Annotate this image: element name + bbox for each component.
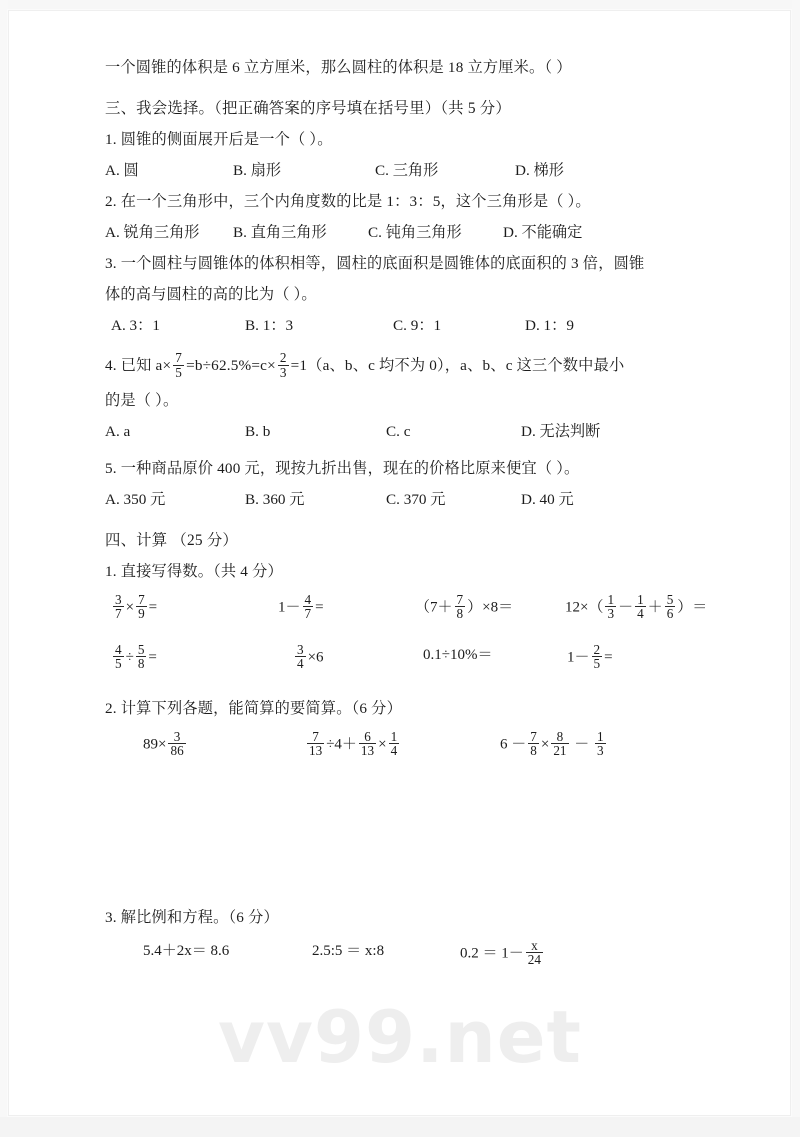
fraction-denominator: 5 (115, 656, 122, 672)
fraction-numerator: 3 (297, 642, 304, 657)
fraction-denominator: 86 (170, 743, 184, 759)
fraction-denominator: 24 (527, 952, 541, 968)
expression-text: 12×（ (565, 599, 604, 616)
fraction-numerator: 6 (364, 729, 371, 744)
equations-row (105, 939, 697, 989)
fraction-numerator: 3 (173, 729, 181, 744)
expression-text: 0.2 ＝ 1－ (460, 945, 524, 962)
document-content (105, 52, 708, 989)
expression-text: = (315, 599, 324, 616)
judgement-question-5 (105, 52, 697, 83)
fraction-1-over-4 (389, 730, 400, 758)
fraction-denominator: 3 (607, 606, 615, 622)
option-2-a[interactable]: A. 锐角三角形 (105, 224, 200, 241)
fraction-numerator: 1 (607, 592, 615, 607)
equation-item-1 (143, 939, 229, 960)
fraction-7-over-13 (307, 730, 324, 758)
expression-text: = (148, 649, 157, 666)
fraction-numerator: 7 (530, 729, 537, 744)
fraction-numerator: 5 (137, 642, 145, 657)
fraction-7-over-8 (455, 593, 466, 621)
page-margin-top (0, 0, 800, 10)
mental-math-item-4 (565, 593, 707, 621)
spacer (105, 83, 697, 89)
fraction-1-over-3 (595, 730, 606, 758)
fraction-denominator: 4 (297, 656, 304, 672)
choice-question-2-options (105, 217, 697, 248)
mental-math-item-1 (111, 593, 157, 621)
mental-math-item-7 (423, 643, 492, 664)
fraction-x-over-24 (526, 939, 543, 967)
expression-text: 1－ (278, 599, 301, 616)
choice-question-2-stem: 2. 在一个三角形中，三个内角度数的比是 1：3：5，这个三角形是（ ）。 (105, 193, 591, 210)
section-three-heading: 三、我会选择。（把正确答案的序号填在括号里）（共 5 分） (105, 100, 511, 117)
equation-item-3 (460, 939, 545, 967)
q4-text-b: =b÷62.5%=c× (186, 357, 276, 374)
expression-text: ）＝ (677, 599, 708, 616)
expression-text: × (378, 736, 387, 753)
choice-question-1-stem: 1. 圆锥的侧面展开后是一个（ ）。 (105, 131, 333, 148)
fraction-numerator: 5 (666, 592, 674, 607)
fraction-numerator: 7 (456, 592, 464, 607)
expression-text: = (604, 649, 613, 666)
fraction-numerator: 1 (637, 592, 644, 607)
option-2-b[interactable]: B. 直角三角形 (233, 224, 327, 241)
fraction-6-over-13 (359, 730, 376, 758)
page-margin-bottom (0, 1117, 800, 1137)
expression-text: － (618, 599, 634, 616)
fraction-3-over-7 (113, 593, 124, 621)
choice-question-3-stem-line2: 体的高与圆柱的高的比为（ ）。 (105, 286, 317, 303)
expression-text: 6 － (500, 736, 527, 753)
fraction-denominator: 7 (304, 606, 312, 622)
fraction-denominator: 4 (390, 743, 398, 759)
option-5-a[interactable]: A. 350 元 (105, 491, 166, 508)
fraction-denominator: 9 (138, 606, 145, 622)
q4-text-c: =1（a、b、c 均不为 0），a、b、c 这三个数中最小 (290, 357, 625, 374)
option-4-c[interactable]: C. c (386, 423, 411, 440)
spacer (105, 515, 697, 521)
fraction-denominator: 3 (597, 743, 604, 759)
fraction-2-over-5 (592, 643, 603, 671)
equation-item-2 (312, 939, 384, 960)
fraction-4-over-7 (303, 593, 314, 621)
page-margin-right (792, 0, 800, 1137)
option-2-d[interactable]: D. 不能确定 (503, 224, 583, 241)
fraction-5-over-6 (665, 593, 676, 621)
mental-math-row-2 (105, 643, 697, 693)
section-four-sub1-label: 1. 直接写得数。（共 4 分） (105, 563, 283, 580)
fraction-numerator: x (531, 938, 538, 953)
option-4-b[interactable]: B. b (245, 423, 271, 440)
fraction-numerator: 4 (304, 592, 312, 607)
option-2-c[interactable]: C. 钝角三角形 (368, 224, 462, 241)
simplify-item-3 (500, 730, 608, 758)
q4-text-a: 4. 已知 a× (105, 357, 172, 374)
page-margin-left (0, 0, 8, 1137)
option-5-c[interactable]: C. 370 元 (386, 491, 446, 508)
expression-text: 1－ (567, 649, 590, 666)
simplify-item-2 (305, 730, 401, 758)
expression-text: ＋ (647, 599, 663, 616)
expression-text: （7＋ (415, 599, 453, 616)
choice-question-4-options (105, 416, 697, 447)
fraction-1-over-3 (605, 593, 616, 621)
option-1-d[interactable]: D. 梯形 (515, 162, 564, 179)
fraction-3-over-86 (168, 730, 185, 758)
choice-question-3-options (105, 310, 697, 341)
mental-math-item-2 (278, 593, 324, 621)
option-1-a[interactable]: A. 圆 (105, 162, 139, 179)
expression-text: 2.5:5 ＝ x:8 (312, 943, 385, 959)
choice-question-4-stem-line1 (105, 347, 697, 385)
fraction-7-over-9 (136, 593, 147, 621)
fraction-denominator: 13 (360, 743, 375, 759)
fraction-denominator: 8 (137, 656, 145, 672)
choice-question-1-options (105, 155, 697, 186)
option-3-c[interactable]: C. 9：1 (393, 317, 442, 334)
fraction-numerator: 2 (593, 642, 601, 657)
option-1-c[interactable]: C. 三角形 (375, 162, 439, 179)
choice-question-3-stem-line1: 3. 一个圆柱与圆锥体的体积相等，圆柱的底面积是圆锥体的底面积的 3 倍，圆锥 (105, 255, 645, 272)
option-4-d[interactable]: D. 无法判断 (521, 423, 601, 440)
choice-question-5-options (105, 484, 697, 515)
q4-fraction-two-thirds: $\frac{2}{3}$ (279, 350, 287, 380)
fraction-denominator: 5 (593, 656, 601, 672)
fraction-denominator: 13 (309, 743, 323, 759)
mental-math-item-8 (567, 643, 613, 671)
fraction-numerator: 7 (138, 592, 145, 607)
option-3-a[interactable]: A. 3：1 (111, 317, 160, 334)
site-watermark: vv99.net (218, 995, 582, 1079)
section-four-sub2-label: 2. 计算下列各题，能简算的要简算。（6 分） (105, 700, 402, 717)
section-four-sub3-label: 3. 解比例和方程。（6 分） (105, 909, 279, 926)
simplify-item-1 (143, 730, 188, 758)
fraction-8-over-21 (551, 730, 568, 758)
mental-math-item-3 (415, 593, 513, 621)
fraction-3-over-4 (295, 643, 306, 671)
option-4-a[interactable]: A. a (105, 423, 131, 440)
option-1-b[interactable]: B. 扇形 (233, 162, 282, 179)
fraction-denominator: 6 (666, 606, 674, 622)
fraction-denominator: 8 (530, 743, 537, 759)
option-3-d[interactable]: D. 1：9 (525, 317, 574, 334)
mental-math-item-5 (111, 643, 157, 671)
expression-text: ÷ (125, 649, 134, 666)
fraction-numerator: 1 (597, 729, 604, 744)
expression-text: = (148, 599, 158, 616)
q4-fraction-seven-fifths: $\frac{7}{5}$ (175, 350, 183, 380)
option-5-b[interactable]: B. 360 元 (245, 491, 305, 508)
option-5-d[interactable]: D. 40 元 (521, 491, 574, 508)
expression-text: 5.4＋2x＝ 8.6 (143, 943, 230, 959)
mental-math-item-6 (293, 643, 324, 671)
fraction-4-over-5 (113, 643, 124, 671)
expression-text: ÷4＋ (326, 736, 357, 753)
fraction-5-over-8 (136, 643, 147, 671)
fraction-denominator: 4 (637, 606, 644, 622)
expression-text: 0.1÷10%＝ (423, 647, 493, 663)
answer-work-space-1 (105, 780, 697, 902)
section-four-heading: 四、计算 （25 分） (105, 532, 239, 549)
choice-question-4-stem-line2: 的是（ ）。 (105, 392, 179, 409)
expression-text: ）×8＝ (467, 599, 514, 616)
expression-text: × (125, 599, 135, 616)
expression-text: × (540, 736, 550, 753)
fraction-1-over-4 (635, 593, 646, 621)
mental-math-row-1 (105, 592, 708, 643)
expression-text: 89× (143, 736, 167, 753)
fraction-denominator: 21 (553, 743, 567, 759)
fraction-numerator: 3 (115, 592, 122, 607)
simplify-row (105, 730, 697, 780)
fraction-numerator: 4 (115, 642, 122, 657)
choice-question-5-stem: 5. 一种商品原价 400 元，现按九折出售，现在的价格比原来便宜（ ）。 (105, 460, 580, 477)
fraction-numerator: 1 (390, 729, 398, 744)
fraction-7-over-8 (528, 730, 539, 758)
judgement-question-5-text: 一个圆锥的体积是 6 立方厘米，那么圆柱的体积是 18 立方厘米。（ ） (105, 59, 572, 76)
fraction-numerator: 8 (556, 729, 564, 744)
fraction-numerator: 7 (312, 729, 319, 744)
option-3-b[interactable]: B. 1：3 (245, 317, 294, 334)
fraction-denominator: 7 (115, 606, 122, 622)
fraction-denominator: 8 (456, 606, 464, 622)
expression-text: ×6 (307, 649, 324, 666)
expression-text: － (570, 736, 594, 753)
